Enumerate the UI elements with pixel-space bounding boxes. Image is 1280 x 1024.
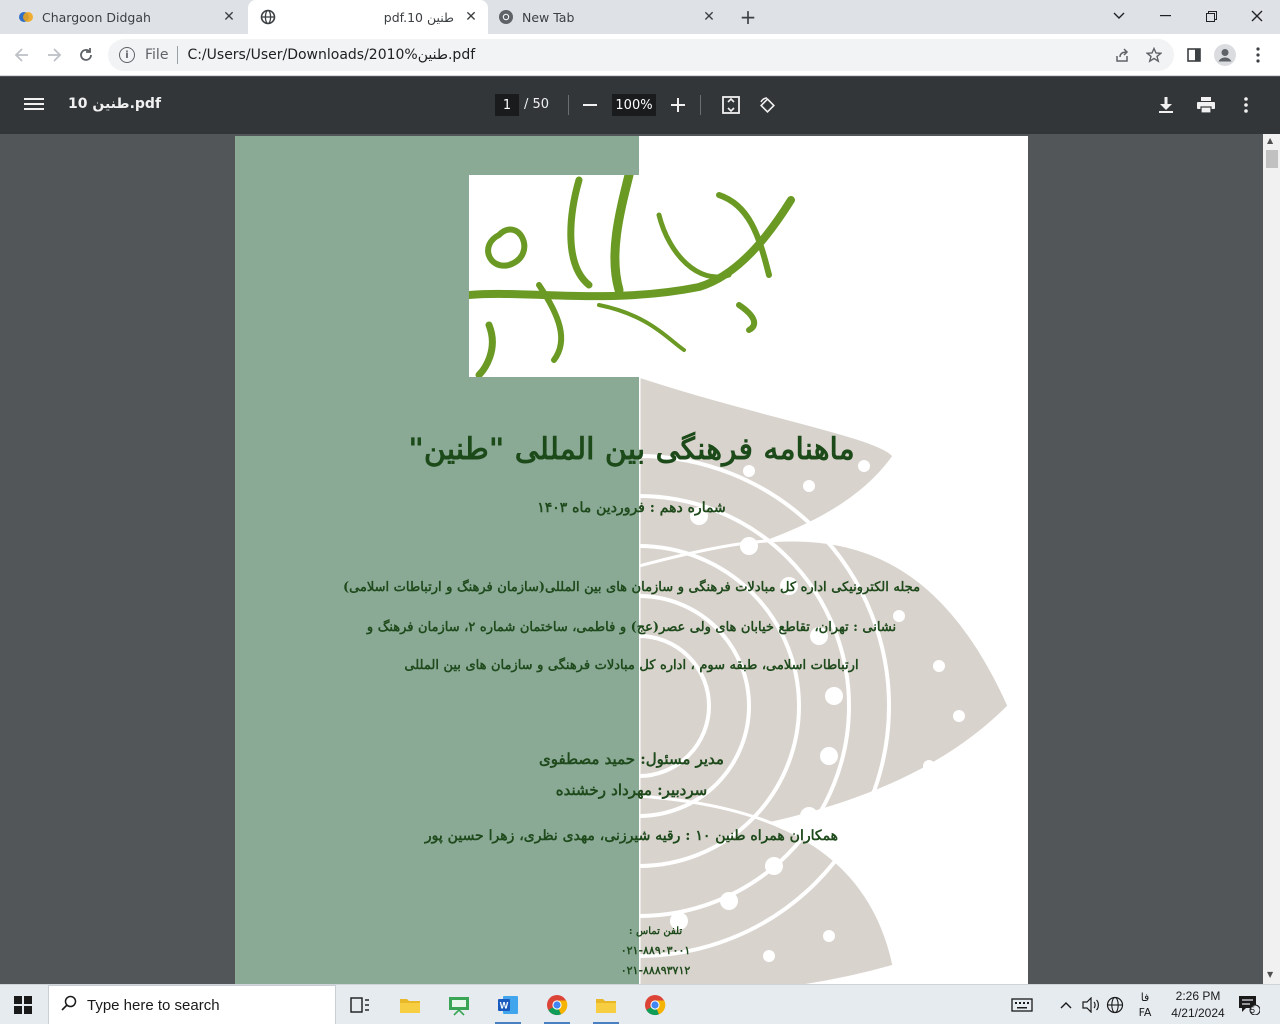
clock-time: 2:26 PM [1175, 989, 1221, 1003]
chrome-taskbar-icon[interactable] [540, 989, 574, 1021]
file-explorer-icon[interactable] [393, 989, 427, 1021]
windows-start-icon[interactable] [14, 996, 32, 1014]
new-tab-button[interactable]: + [739, 5, 757, 29]
svg-text:W: W [499, 1000, 509, 1011]
print-icon[interactable] [1194, 93, 1218, 117]
volume-icon[interactable] [1080, 985, 1102, 1024]
scroll-up-arrow-icon[interactable]: ▲ [1267, 136, 1274, 145]
page-total: / 50 [524, 97, 550, 112]
minimize-button[interactable] [1142, 0, 1188, 32]
scroll-thumb[interactable] [1266, 150, 1278, 168]
taskbar-search-box[interactable] [48, 985, 336, 1024]
bismillah-calligraphy-image [469, 175, 799, 377]
notification-count: 5 [1250, 1005, 1256, 1015]
phone-label: تلفن تماس : [628, 926, 683, 937]
forward-button[interactable] [40, 41, 68, 69]
editor-in-chief: سردبیر: مهرداد رخشنده [555, 781, 708, 799]
keyboard-icon[interactable] [1008, 985, 1036, 1024]
close-tab-icon[interactable]: ✕ [465, 9, 477, 25]
pdf-more-options-icon[interactable] [1234, 93, 1258, 117]
toolbar-divider [568, 95, 569, 115]
magazine-title: ماهنامه فرهنگی بین المللی "طنین" [408, 432, 855, 467]
chargoon-logo-icon [18, 9, 34, 25]
managing-director: مدیر مسئول: حمید مصطفوی [539, 750, 724, 768]
restore-button[interactable] [1188, 0, 1234, 32]
tab-title: Chargoon Didgah [42, 9, 151, 25]
language-top: فا [1140, 991, 1150, 1004]
mandala-ornament [639, 376, 1028, 984]
tab-title: pdf.10 طنین [383, 9, 454, 25]
address-bar[interactable] [108, 39, 1174, 71]
language-bottom: FA [1138, 1006, 1152, 1019]
tab-title: New Tab [522, 9, 575, 25]
zoom-level-input[interactable]: 100% [612, 94, 656, 116]
tab-pdf[interactable] [248, 0, 488, 34]
collaborators: همکاران همراه طنین ۱۰ : رقیه شیرزنی، مهدی نظری، زهرا حسین پور [424, 828, 839, 844]
browser-toolbar [0, 34, 1280, 76]
phone-number-2: ۰۲۱-۸۸۸۹۳۷۱۲ [620, 964, 691, 977]
notification-center-icon[interactable] [1236, 985, 1262, 1024]
chrome-taskbar-2-icon[interactable] [638, 989, 672, 1021]
tab-chargoon-didgah[interactable] [6, 0, 246, 34]
file-explorer-2-icon[interactable] [589, 989, 623, 1021]
share-icon[interactable] [1111, 44, 1133, 66]
clock-date: 4/21/2024 [1171, 1006, 1225, 1020]
url-scheme: File [145, 47, 169, 63]
hamburger-menu-icon[interactable] [24, 95, 44, 115]
pdf-viewer[interactable] [0, 134, 1280, 984]
pdf-page [235, 136, 1028, 984]
search-placeholder: Type here to search [87, 996, 220, 1014]
bookmark-star-icon[interactable] [1143, 44, 1165, 66]
address-divider [177, 46, 178, 64]
page-number-input[interactable]: 1 [495, 94, 519, 116]
close-window-button[interactable] [1234, 0, 1280, 32]
pdf-toolbar [0, 77, 1280, 134]
chrome-menu-icon[interactable] [1247, 44, 1269, 66]
organization-line: مجله الکترونیکی اداره کل مبادلات فرهنگی و سازمان های بین المللی(سازمان فرهنگ و ارتباطات اسلامی) [342, 580, 921, 595]
tab-strip [0, 0, 1280, 34]
task-view-icon[interactable] [343, 989, 377, 1021]
viewer-scrollbar[interactable] [1263, 134, 1280, 984]
close-tab-icon[interactable]: ✕ [703, 9, 715, 25]
rotate-icon[interactable] [755, 93, 779, 117]
pdf-document-title: طنین 10.pdf [68, 96, 162, 112]
word-icon[interactable] [491, 989, 525, 1021]
fit-to-page-icon[interactable] [719, 93, 743, 117]
network-globe-icon[interactable] [1104, 985, 1126, 1024]
address-line-2: ارتباطات اسلامی، طبقه سوم ، اداره کل مبادلات فرهنگی و سازمان های بین المللی [404, 658, 859, 673]
zoom-in-icon[interactable] [666, 93, 690, 117]
search-icon [61, 995, 77, 1015]
download-icon[interactable] [1154, 93, 1178, 117]
zoom-out-icon[interactable] [578, 93, 602, 117]
toolbar-divider [700, 95, 701, 115]
system-clock[interactable] [1162, 988, 1234, 1022]
globe-icon [260, 9, 276, 25]
address-line-1: نشانی : تهران، تقاطع خیابان های ولی عصر(عج) و فاطمی، ساختمان شماره ۲، سازمان فرهنگ و [366, 620, 897, 635]
scroll-down-arrow-icon[interactable]: ▼ [1267, 970, 1274, 979]
tab-new-tab[interactable] [486, 0, 726, 34]
windows-taskbar [0, 984, 1280, 1024]
reload-button[interactable] [72, 41, 100, 69]
language-indicator[interactable] [1132, 985, 1158, 1024]
site-info-icon[interactable]: i [119, 47, 135, 63]
chrome-icon [498, 9, 514, 25]
profile-avatar-icon[interactable] [1214, 44, 1236, 66]
presentation-app-icon[interactable] [442, 989, 476, 1021]
tab-search-chevron-icon[interactable] [1096, 0, 1142, 32]
close-tab-icon[interactable]: ✕ [223, 9, 235, 25]
phone-number-1: ۰۲۱-۸۸۹۰۳۰۰۱ [620, 944, 691, 957]
issue-info: شماره دهم : فروردین ماه ۱۴۰۳ [537, 500, 726, 516]
url-text[interactable]: C:/Users/User/Downloads/2010%طنین.pdf [187, 47, 476, 63]
show-hidden-icons-chevron-icon[interactable] [1056, 985, 1076, 1024]
side-panel-icon[interactable] [1183, 44, 1205, 66]
back-button[interactable] [8, 41, 36, 69]
